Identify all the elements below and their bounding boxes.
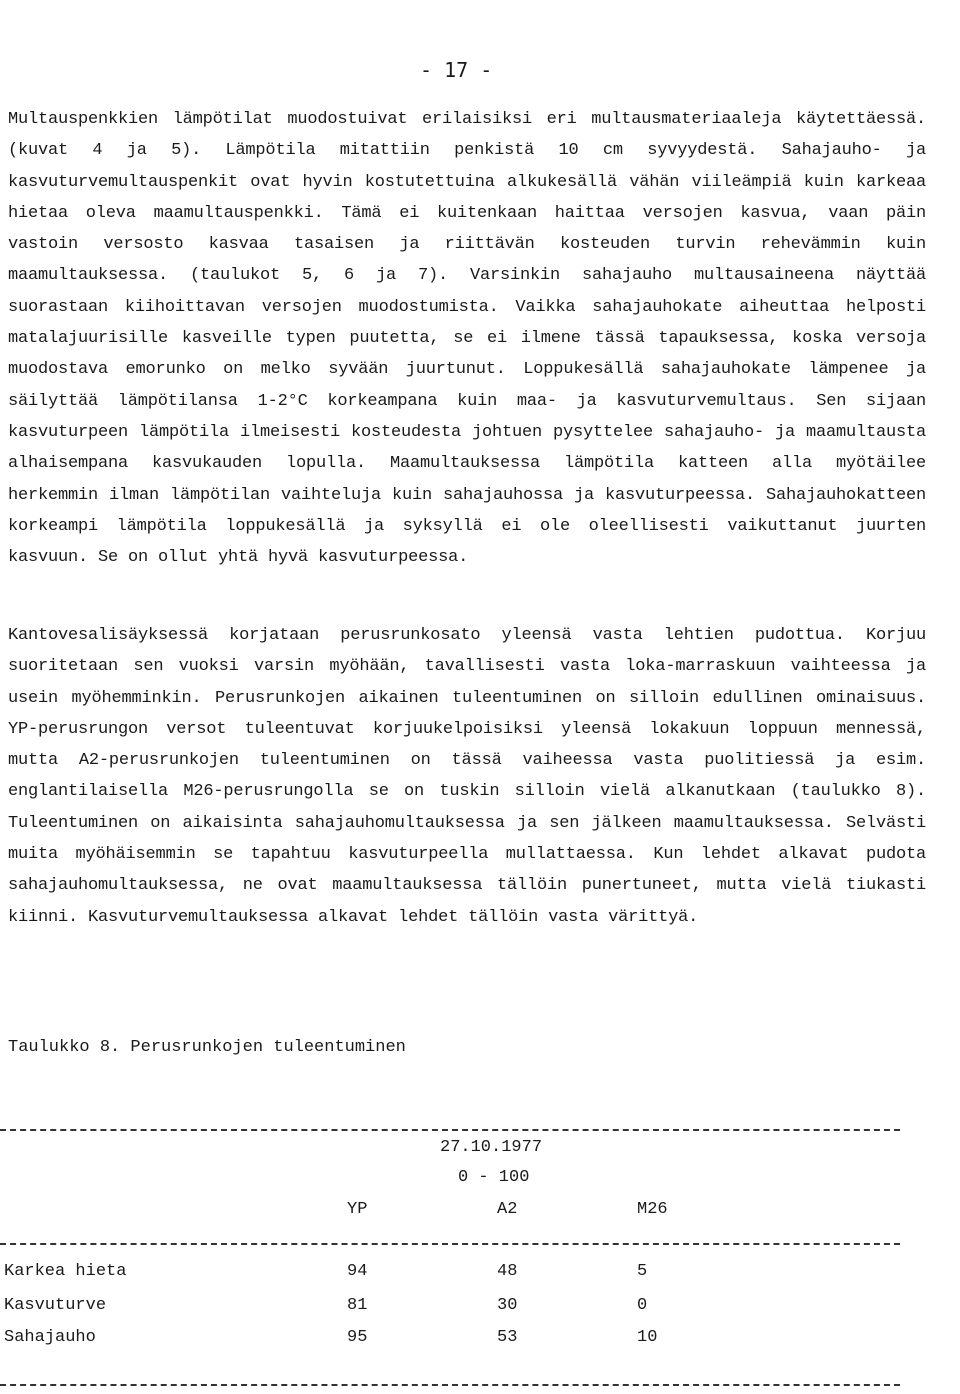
- cell-yp: 81: [347, 1296, 368, 1315]
- table-caption: Taulukko 8. Perusrunkojen tuleentuminen: [8, 1038, 406, 1057]
- column-header-m26: M26: [637, 1200, 668, 1219]
- cell-yp: 95: [347, 1328, 368, 1347]
- table-row: [0, 1328, 900, 1356]
- cell-a2: 48: [497, 1262, 518, 1281]
- table-date-header: 27.10.1977: [440, 1138, 543, 1157]
- cell-m26: 5: [637, 1262, 648, 1281]
- cell-a2: 53: [497, 1328, 518, 1347]
- column-header-yp: YP: [347, 1200, 368, 1219]
- table-header-rule: [0, 1243, 900, 1245]
- cell-yp: 94: [347, 1262, 368, 1281]
- cell-m26: 10: [637, 1328, 658, 1347]
- table-row: [0, 1296, 900, 1324]
- row-label: Kasvuturve: [4, 1296, 107, 1315]
- table-top-rule: [0, 1129, 900, 1131]
- paragraph-multaus-temperatures: Multauspenkkien lämpötilat muodostuivat erilaisiksi eri multausmateriaaleja käytettäessä. (kuvat 4 ja 5). Lämpötila mitattiin penkistä 10 cm syvyydestä. Sahajauho- ja kasvuturvemultauspenkit ovat hyvin kostutettuina alkukesällä vähän viileämpiä kuin karkeaa hietaa oleva maamultauspenkki. Tämä ei kuitenkaan haittaa versojen kasvua, vaan päin vastoin versosto kasvaa tasaisen ja riittävän kosteuden turvin rehevämmin kuin maamultauksessa. (taulukot 5, 6 ja 7). Varsinkin sahajauho multausaineena näyttää suorastaan kiihoittavan versojen muodostumista. Vaikka sahajauhokate aiheuttaa helposti matalajuurisille kasveille typen puutetta, se ei ilmene tässä tapauksessa, koska versoja muodostava emorunko on melko syvään juurtunut. Loppukesällä sahajauhokate lämpenee ja säilyttää lämpötilansa 1-2°C korkeampana kuin maa- ja kasvuturvemultaus. Sen sijaan kasvuturpeen lämpötila ilmeisesti kosteudesta johtuen pysyttelee sahajauho- ja maamultausta alhaisempana kasvukauden lopulla. Maamultauksessa lämpötila katteen alla myötäilee herkemmin ilman lämpötilan vaihteluja kuin sahajauhossa ja kasvuturpeessa. Sahajauhokatteen korkeampi lämpötila loppukesällä ja syksyllä ei ole oleellisesti vaikuttanut juurten kasvuun. Se on ollut yhtä hyvä kasvuturpeessa.: [8, 110, 926, 568]
- paragraph-harvest-ripening: Kantovesalisäyksessä korjataan perusrunkosato yleensä vasta lehtien pudottua. Korjuu suoritetaan sen vuoksi varsin myöhään, tavallisesti vasta loka-marraskuun vaihteessa ja usein myöhemminkin. Perusrunkojen aikainen tuleentuminen on silloin edullinen ominaisuus. YP-perusrungon versot tuleentuvat korjuukelpoisiksi yleensä lokakuun loppuun mennessä, mutta A2-perusrunkojen tuleentuminen on tässä vaiheessa vasta puolitiessä ja esim. englantilaisella M26-perusrungolla se on tuskin silloin vielä alkanutkaan (taulukko 8). Tuleentuminen on aikaisinta sahajauhomultauksessa ja sen jälkeen maamultauksessa. Selvästi muita myöhäisemmin se tapahtuu kasvuturpeella mullattaessa. Kun lehdet alkavat pudota sahajauhomultauksessa, ne ovat maamultauksessa tällöin punertuneet, mutta vielä tiukasti kiinni. Kasvuturvemultauksessa alkavat lehdet tällöin vasta värittyä.: [8, 626, 926, 927]
- column-header-a2: A2: [497, 1200, 518, 1219]
- row-label: Karkea hieta: [4, 1262, 127, 1281]
- page-number: - 17 -: [420, 58, 493, 82]
- cell-m26: 0: [637, 1296, 648, 1315]
- table-bottom-rule: [0, 1384, 900, 1386]
- table-row: [0, 1262, 900, 1290]
- cell-a2: 30: [497, 1296, 518, 1315]
- row-label: Sahajauho: [4, 1328, 96, 1347]
- table-scale-header: 0 - 100: [458, 1168, 530, 1187]
